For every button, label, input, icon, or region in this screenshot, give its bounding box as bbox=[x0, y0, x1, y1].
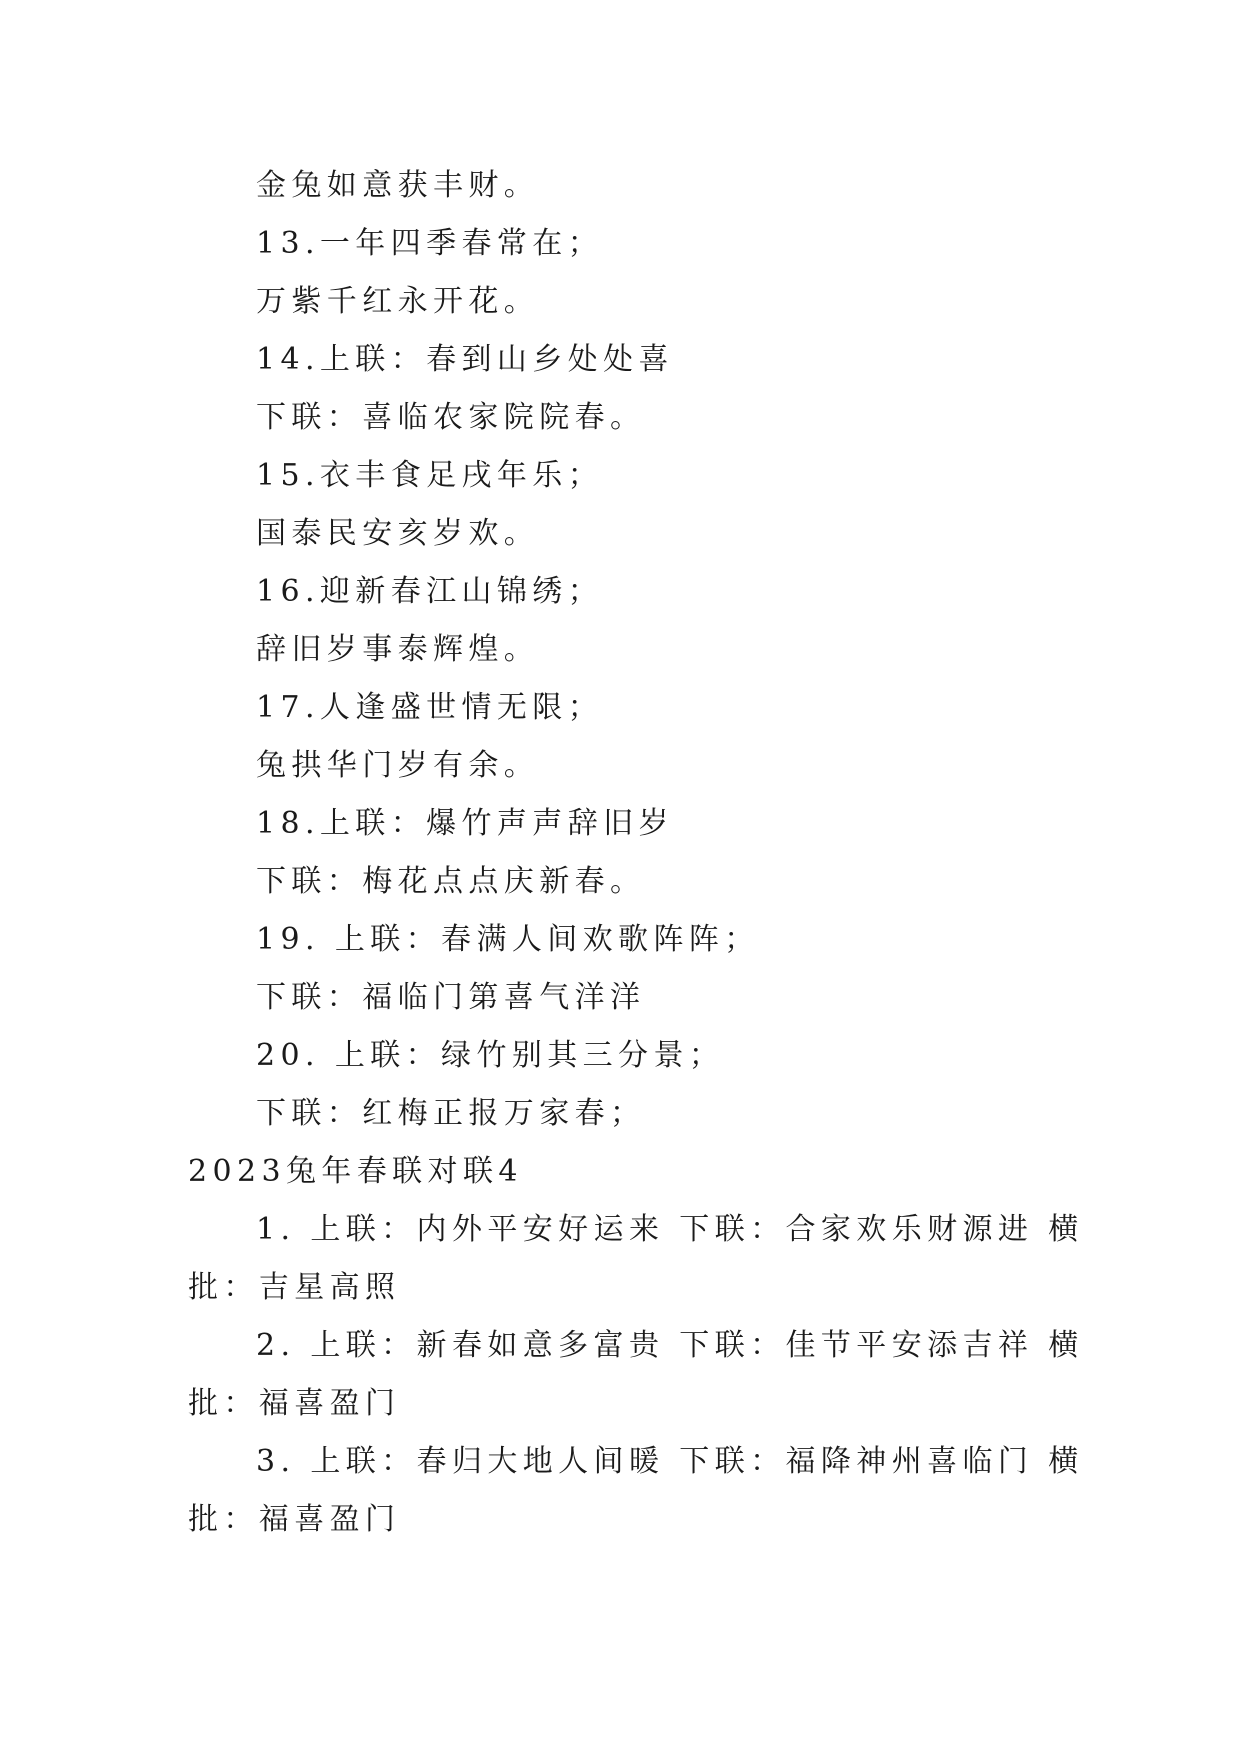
text-line: 下联：喜临农家院院春。 bbox=[256, 400, 646, 435]
text-line: 18.上联：爆竹声声辞旧岁 bbox=[256, 806, 674, 841]
text-line: 批：福喜盈门 bbox=[188, 1502, 401, 1537]
text-line: 14.上联：春到山乡处处喜 bbox=[256, 342, 674, 377]
text-line: 20. 上联：绿竹别其三分景； bbox=[256, 1038, 725, 1073]
text-line: 17.人逢盛世情无限； bbox=[256, 690, 604, 725]
text-line: 13.一年四季春常在； bbox=[256, 226, 604, 261]
text-line: 批：福喜盈门 bbox=[188, 1386, 401, 1421]
text-line: 1. 上联：内外平安好运来 下联：合家欢乐财源进 横 bbox=[256, 1212, 1084, 1247]
text-line: 兔拱华门岁有余。 bbox=[256, 748, 540, 783]
section-heading: 2023兔年春联对联4 bbox=[188, 1154, 523, 1189]
text-line: 下联：红梅正报万家春； bbox=[256, 1096, 646, 1131]
text-line: 金兔如意获丰财。 bbox=[256, 168, 540, 203]
text-line: 万紫千红永开花。 bbox=[256, 284, 540, 319]
text-line: 辞旧岁事泰辉煌。 bbox=[256, 632, 540, 667]
text-line: 19. 上联：春满人间欢歌阵阵； bbox=[256, 922, 760, 957]
text-line: 3. 上联：春归大地人间暖 下联：福降神州喜临门 横 bbox=[256, 1444, 1084, 1479]
text-line: 16.迎新春江山锦绣； bbox=[256, 574, 604, 609]
text-line: 国泰民安亥岁欢。 bbox=[256, 516, 540, 551]
text-line: 15.衣丰食足戌年乐； bbox=[256, 458, 604, 493]
text-line: 下联：福临门第喜气洋洋 bbox=[256, 980, 646, 1015]
text-line: 下联：梅花点点庆新春。 bbox=[256, 864, 646, 899]
text-line: 2. 上联：新春如意多富贵 下联：佳节平安添吉祥 横 bbox=[256, 1328, 1084, 1363]
text-line: 批：吉星高照 bbox=[188, 1270, 401, 1305]
